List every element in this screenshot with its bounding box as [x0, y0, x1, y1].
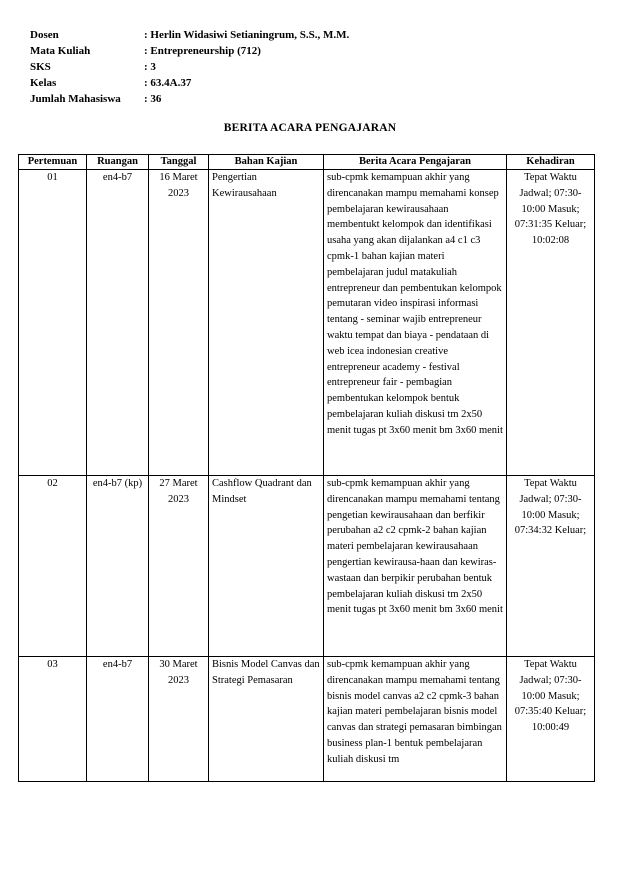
info-label: Kelas — [30, 77, 57, 89]
cell-bahan-kajian: Pengertian Kewirausahaan — [209, 170, 324, 476]
info-value: : 3 — [144, 61, 156, 73]
cell-tanggal: 16 Maret 2023 — [149, 170, 209, 476]
info-row-jumlah-mahasiswa — [30, 91, 349, 107]
table-row — [19, 657, 595, 782]
info-label: Jumlah Mahasiswa — [30, 93, 121, 105]
info-value: : Entrepreneurship (712) — [144, 45, 261, 57]
info-row-kelas — [30, 75, 349, 91]
cell-ruangan: en4-b7 — [87, 657, 149, 782]
column-header-bahan-kajian: Bahan Kajian — [209, 155, 324, 170]
cell-bahan-kajian: Cashflow Quadrant dan Mindset — [209, 476, 324, 657]
column-header-pertemuan: Pertemuan — [19, 155, 87, 170]
cell-kehadiran: Tepat Waktu Jadwal; 07:30-10:00 Masuk; 07:34:32 Keluar; — [507, 476, 595, 657]
column-header-berita-acara: Berita Acara Pengajaran — [324, 155, 507, 170]
info-row-dosen — [30, 27, 349, 43]
column-header-kehadiran: Kehadiran — [507, 155, 595, 170]
course-info — [30, 27, 349, 107]
cell-berita-acara: sub-cpmk kemampuan akhir yang direncanakan mampu memahami konsep pembelajaran kewirausahaan membentukt kelompok dan identifikasi usaha yang akan dijalankan a4 c1 c3 cpmk-1 bahan kajian materi pembelajaran judul matakuliah entrepreneur dan pembentukan kelompok pemutaran video inspirasi informasi tentang - seminar wajib entrepreneur waktu tempat dan biaya - pendataan di web icea indonesian creative entrepreneur academy - festival entrepreneur fair - pembagian pembentukan kelompok bentuk pembelajaran kuliah diskusi tm 2x50 menit tugas pt 3x60 menit bm 3x60 menit — [324, 170, 507, 476]
column-header-tanggal: Tanggal — [149, 155, 209, 170]
info-row-mata-kuliah — [30, 43, 349, 59]
document-title: BERITA ACARA PENGAJARAN — [223, 122, 397, 134]
table-header-row — [19, 155, 595, 170]
table-row — [19, 476, 595, 657]
info-label: SKS — [30, 61, 51, 73]
info-value: : Herlin Widasiwi Setianingrum, S.S., M.M. — [144, 29, 350, 41]
info-value: : 63.4A.37 — [144, 77, 192, 89]
cell-berita-acara: sub-cpmk kemampuan akhir yang direncanakan mampu memahami tentang bisnis model canvas a2 c2 cpmk-3 bahan kajian materi pembelajaran bisnis model canvas dan strategi pemasaran bimbingan business plan-1 bentuk pembelajaran kuliah diskusi tm — [324, 657, 507, 782]
table-row — [19, 170, 595, 476]
cell-kehadiran: Tepat Waktu Jadwal; 07:30-10:00 Masuk; 07:31:35 Keluar; 10:02:08 — [507, 170, 595, 476]
cell-kehadiran: Tepat Waktu Jadwal; 07:30-10:00 Masuk; 07:35:40 Keluar; 10:00:49 — [507, 657, 595, 782]
cell-berita-acara: sub-cpmk kemampuan akhir yang direncanakan mampu memahami tentang pengetian kewirausahaan dan berfikir perubahan a2 c2 cpmk-2 bahan kajian materi pembelajaran kewirausahaan pengertian kewirausa-haan dan kewiras-wastaan dan berpikir perubahan bentuk pembelajaran kuliah diskusi tm 2x50 menit tugas pt 3x60 menit bm 3x60 menit — [324, 476, 507, 657]
info-label: Dosen — [30, 29, 59, 41]
info-value: : 36 — [144, 93, 162, 105]
column-header-ruangan: Ruangan — [87, 155, 149, 170]
cell-bahan-kajian: Bisnis Model Canvas dan Strategi Pemasaran — [209, 657, 324, 782]
cell-ruangan: en4-b7 (kp) — [87, 476, 149, 657]
cell-pertemuan: 03 — [19, 657, 87, 782]
info-row-sks — [30, 59, 349, 75]
teaching-report-table — [18, 154, 595, 782]
cell-pertemuan: 02 — [19, 476, 87, 657]
info-label: Mata Kuliah — [30, 45, 91, 57]
cell-ruangan: en4-b7 — [87, 170, 149, 476]
cell-pertemuan: 01 — [19, 170, 87, 476]
cell-tanggal: 30 Maret 2023 — [149, 657, 209, 782]
cell-tanggal: 27 Maret 2023 — [149, 476, 209, 657]
